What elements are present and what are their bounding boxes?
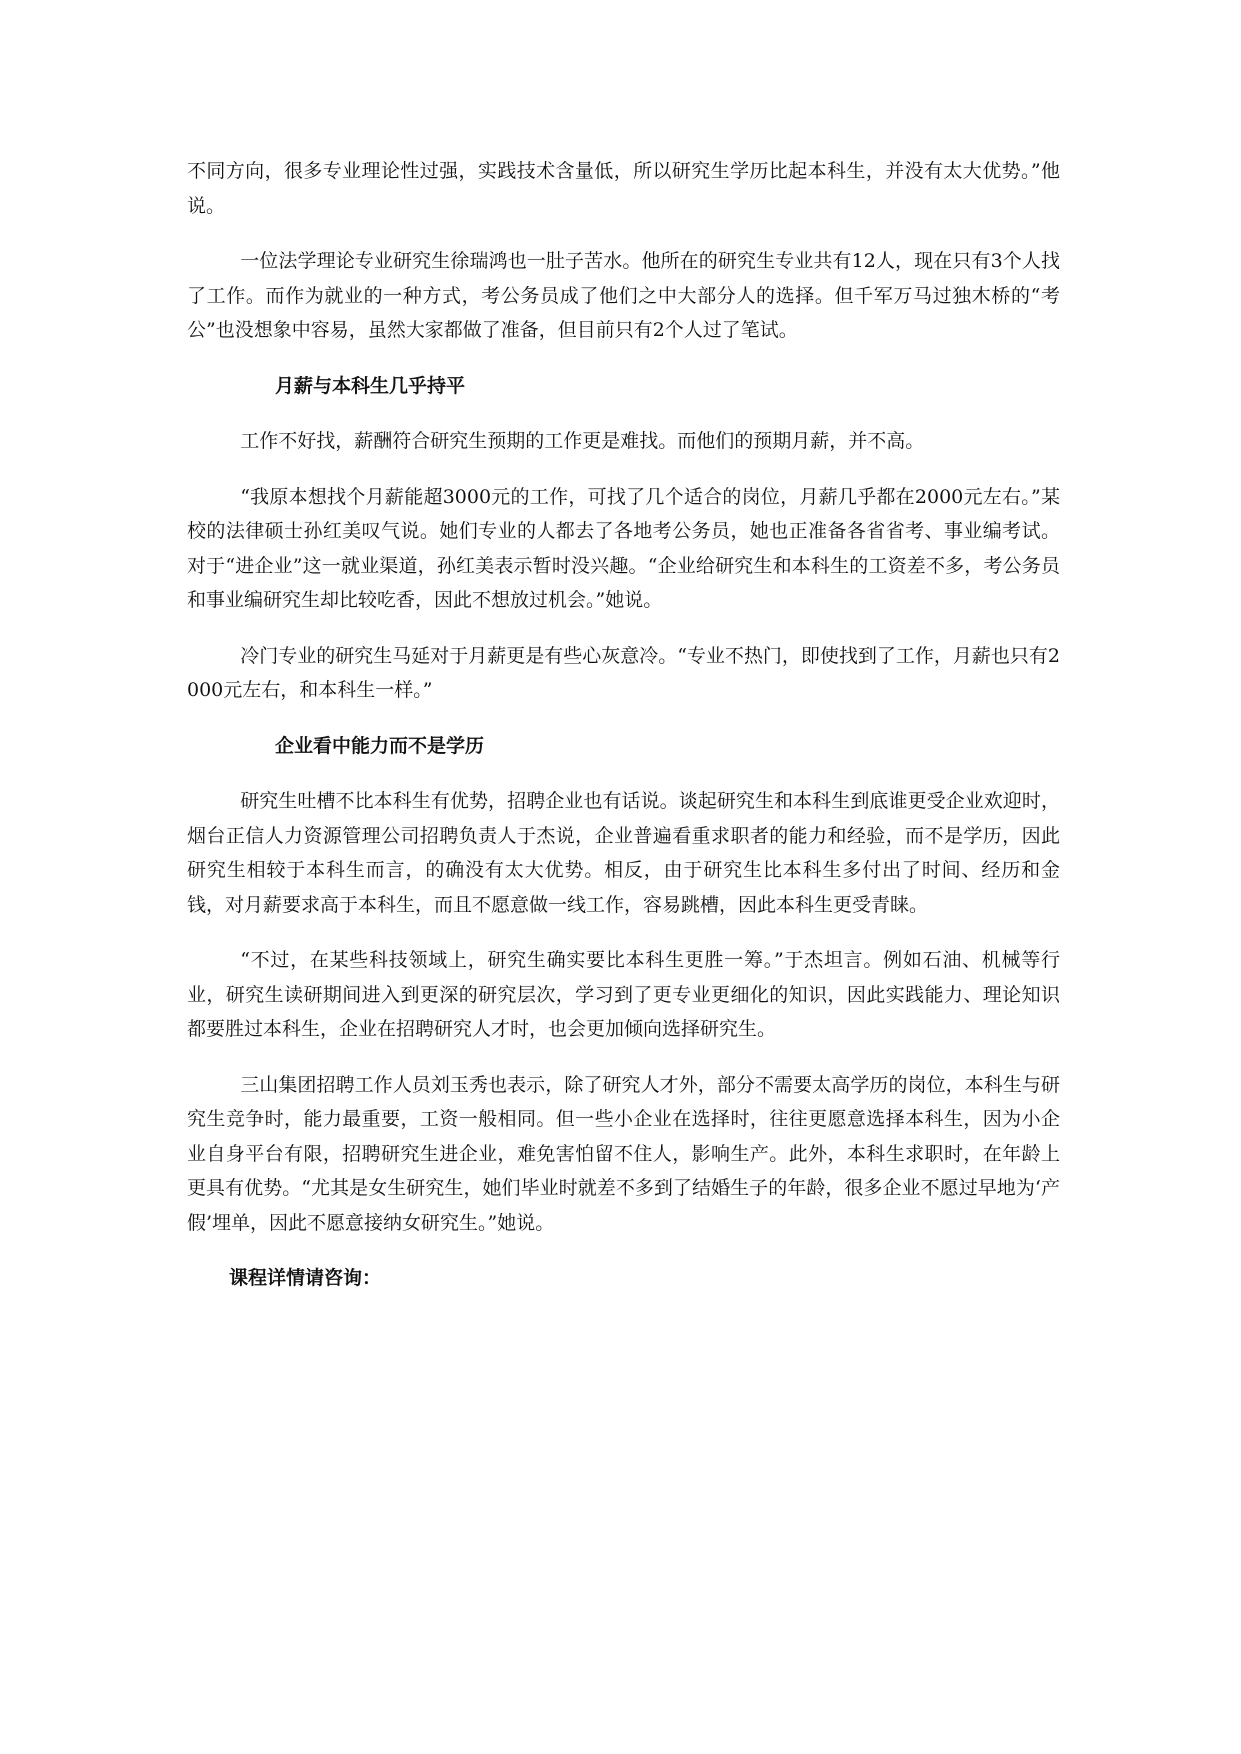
paragraph-continuation: 不同方向，很多专业理论性过强，实践技术含量低，所以研究生学历比起本科生，并没有太大优势。”他说。 [187, 160, 1060, 217]
paragraph-xu-ruihong: 一位法学理论专业研究生徐瑞鸿也一肚子苦水。他所在的研究生专业共有12人，现在只有3个人找了工作。而作为就业的一种方式，考公务员成了他们之中大部分人的选择。但千军万马过独木桥的“考公”也没想象中容易，虽然大家都做了准备，但目前只有2个人过了笔试。 [187, 250, 1060, 341]
course-contact-label: 课程详情请咨询： [229, 1267, 382, 1289]
article-body [187, 154, 1060, 1296]
paragraph-liu-yuxiu: 三山集团招聘工作人员刘玉秀也表示，除了研究人才外，部分不需要太高学历的岗位，本科生与研究生竞争时，能力最重要，工资一般相同。但一些小企业在选择时，往往更愿意选择本科生，因为小企业自身平台有限，招聘研究生进企业，难免害怕留不住人，影响生产。此外，本科生求职时，在年龄上更具有优势。“尤其是女生研究生，她们毕业时就差不多到了结婚生子的年龄，很多企业不愿过早地为‘产假’埋单，因此不愿意接纳女研究生。”她说。 [187, 1073, 1060, 1234]
section-heading-ability: 企业看中能力而不是学历 [275, 734, 485, 757]
section-heading-salary: 月薪与本科生几乎持平 [275, 374, 466, 397]
paragraph-yu-jie: 研究生吐槽不比本科生有优势，招聘企业也有话说。谈起研究生和本科生到底谁更受企业欢迎时，烟台正信人力资源管理公司招聘负责人于杰说，企业普遍看重求职者的能力和经验，而不是学历，因此研究生相较于本科生而言，的确没有太大优势。相反，由于研究生比本科生多付出了时间、经历和金钱，对月薪要求高于本科生，而且不愿意做一线工作，容易跳槽，因此本科生更受青睐。 [187, 790, 1060, 916]
paragraph-ma-yan: 冷门专业的研究生马延对于月薪更是有些心灰意冷。“专业不热门，即使找到了工作，月薪也只有2000元左右，和本科生一样。” [187, 644, 1060, 701]
paragraph-sun-hongmei: “我原本想找个月薪能超3000元的工作，可找了几个适合的岗位，月薪几乎都在2000元左右。”某校的法律硕士孙红美叹气说。她们专业的人都去了各地考公务员，她也正准备各省省考、事业编考试。对于“进企业”这一就业渠道，孙红美表示暂时没兴趣。“企业给研究生和本科生的工资差不多，考公务员和事业编研究生却比较吃香，因此不想放过机会。”她说。 [187, 485, 1060, 611]
paragraph-salary-intro: 工作不好找，薪酬符合研究生预期的工作更是难找。而他们的预期月薪，并不高。 [240, 430, 925, 452]
paragraph-tech-fields: “不过，在某些科技领域上，研究生确实要比本科生更胜一筹。”于杰坦言。例如石油、机械等行业，研究生读研期间进入到更深的研究层次，学习到了更专业更细化的知识，因此实践能力、理论知识都要胜过本科生，企业在招聘研究人才时，也会更加倾向选择研究生。 [187, 949, 1060, 1040]
